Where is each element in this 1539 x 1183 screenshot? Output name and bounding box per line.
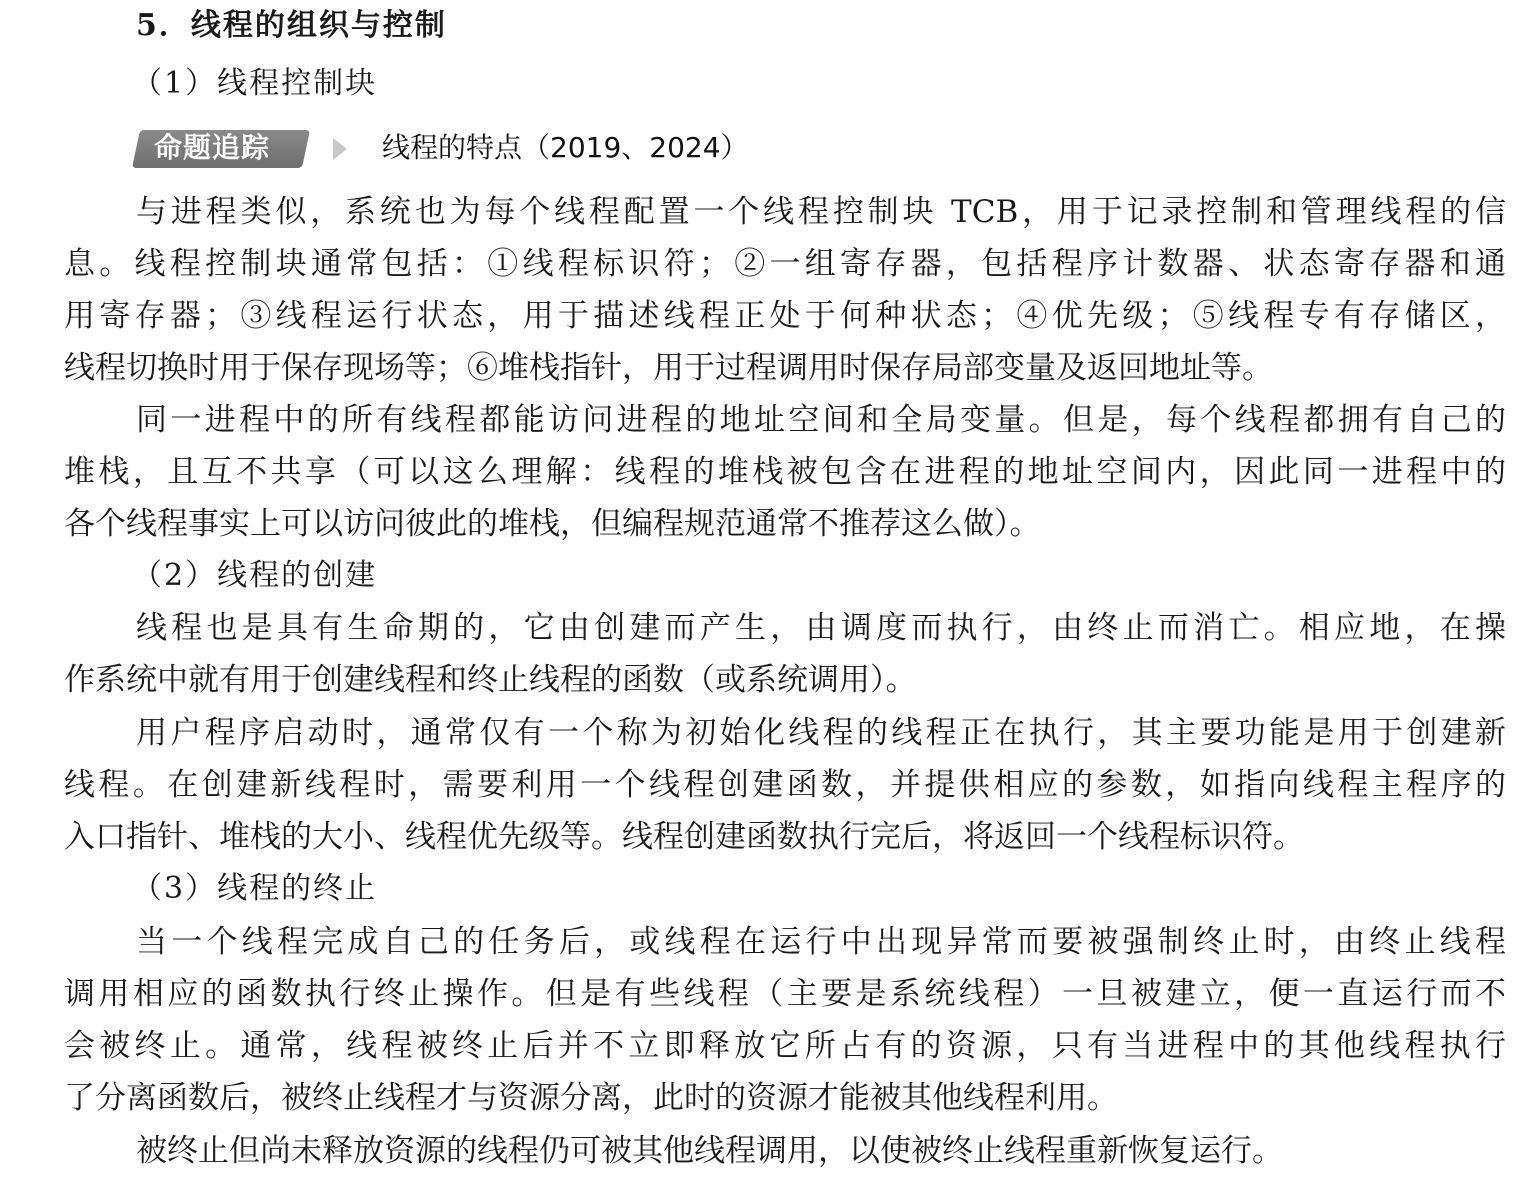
paragraph-line: 被终止但尚未释放资源的线程仍可被其他线程调用，以使被终止线程重新恢复运行。 <box>136 1133 1283 1169</box>
section-heading: 5．线程的组织与控制 <box>136 8 447 43</box>
paragraph-line: 线程切换时用于保存现场等；⑥堆栈指针，用于过程调用时保存局部变量及返回地址等。 <box>64 350 1273 386</box>
subsection-title-termination: （3）线程的终止 <box>132 871 378 906</box>
paragraph-line: 线程也是具有生命期的，它由创建而产生，由调度而执行，由终止而消亡。相应地，在操 <box>136 610 1506 646</box>
paragraph-line: 用户程序启动时，通常仅有一个称为初始化线程的线程正在执行，其主要功能是用于创建新 <box>136 715 1506 751</box>
paragraph-line: 入口指针、堆栈的大小、线程优先级等。线程创建函数执行完后，将返回一个线程标识符。 <box>64 819 1304 855</box>
tracking-badge-label: 命题追踪 <box>154 131 271 164</box>
subsection-title-tcb: （1）线程控制块 <box>132 66 378 101</box>
paragraph-line: 息。线程控制块通常包括：①线程标识符；②一组寄存器，包括程序计数器、状态寄存器和通 <box>64 246 1506 282</box>
triangle-arrow-icon <box>333 138 347 160</box>
paragraph-line: 线程。在创建新线程时，需要利用一个线程创建函数，并提供相应的参数，如指向线程主程序的 <box>64 767 1506 803</box>
paragraph-line: 用寄存器；③线程运行状态，用于描述线程正处于何种状态；④优先级；⑤线程专有存储区， <box>64 298 1506 334</box>
tracking-topic: 线程的特点（2019、2024） <box>382 131 749 164</box>
paragraph-line: 调用相应的函数执行终止操作。但是有些线程（主要是系统线程）一旦被建立，便一直运行而不 <box>64 976 1506 1012</box>
paragraph-line: 作系统中就有用于创建线程和终止线程的函数（或系统调用）。 <box>64 662 917 698</box>
paragraph-line: 会被终止。通常，线程被终止后并不立即释放它所占有的资源，只有当进程中的其他线程执行 <box>64 1028 1506 1064</box>
paragraph-line: 了分离函数后，被终止线程才与资源分离，此时的资源才能被其他线程利用。 <box>64 1080 1118 1116</box>
paragraph-line: 与进程类似，系统也为每个线程配置一个线程控制块 TCB，用于记录控制和管理线程的信 <box>136 194 1506 230</box>
paragraph-line: 各个线程事实上可以访问彼此的堆栈，但编程规范通常不推荐这么做）。 <box>64 506 1041 542</box>
paragraph-line: 当一个线程完成自己的任务后，或线程在运行中出现异常而要被强制终止时，由终止线程 <box>136 924 1506 960</box>
subsection-title-creation: （2）线程的创建 <box>132 558 378 593</box>
paragraph-line: 堆栈，且互不共享（可以这么理解：线程的堆栈被包含在进程的地址空间内，因此同一进程中的 <box>64 454 1506 490</box>
exam-tracking-banner <box>136 124 1036 170</box>
paragraph-line: 同一进程中的所有线程都能访问进程的地址空间和全局变量。但是，每个线程都拥有自己的 <box>136 402 1506 438</box>
